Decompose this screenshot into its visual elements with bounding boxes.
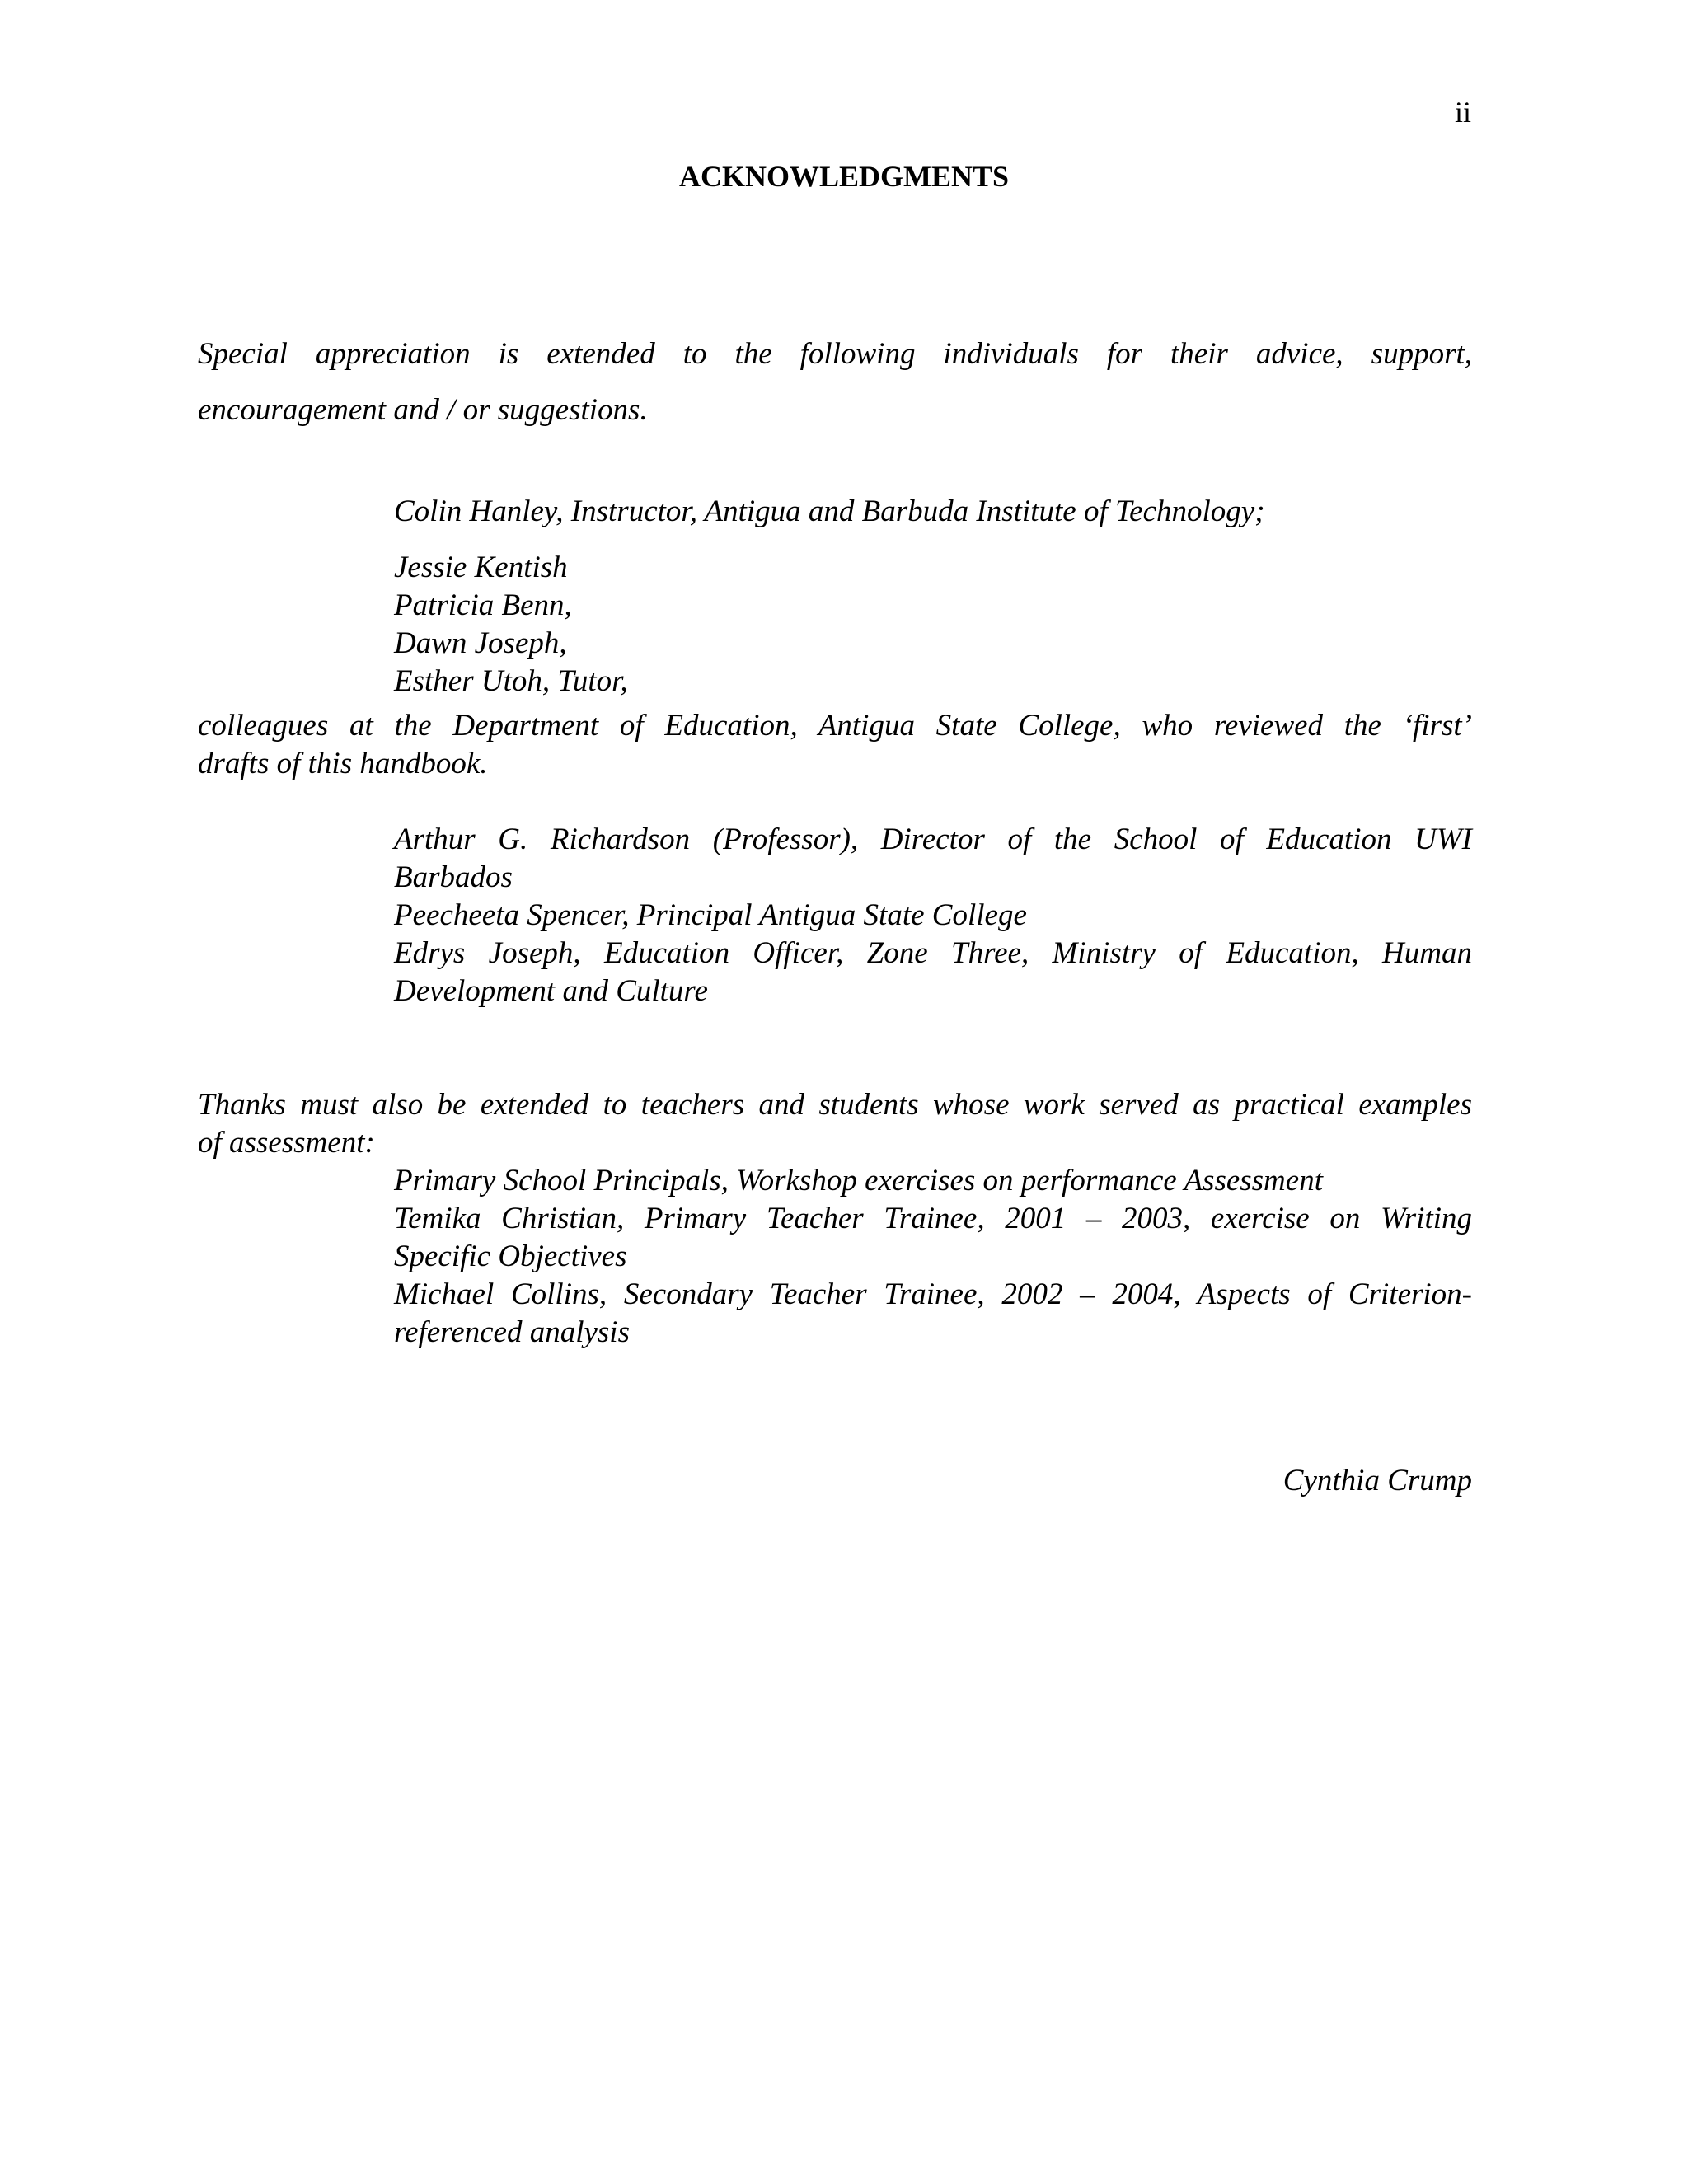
page-title: ACKNOWLEDGMENTS xyxy=(678,160,1010,193)
intro-line: Special appreciation is extended to the following individuals for their advice, support, xyxy=(198,337,1472,371)
official-line: Edrys Joseph, Education Officer, Zone Three, Ministry of Education, Human xyxy=(394,936,1472,970)
thanks-line: Thanks must also be extended to teachers and students whose work served as practical examples xyxy=(198,1088,1472,1122)
example-line: Specific Objectives xyxy=(394,1240,627,1273)
examples-list xyxy=(394,1162,1472,1352)
colleagues-line: colleagues at the Department of Education, Antigua State College, who reviewed the ‘first’ xyxy=(198,709,1472,743)
acknowledgment-line: Colin Hanley, Instructor, Antigua and Barbuda Institute of Technology; xyxy=(394,494,1265,528)
official-line: Development and Culture xyxy=(394,974,708,1008)
reviewer-name: Patricia Benn, xyxy=(394,588,572,622)
reviewers-list xyxy=(394,549,1472,701)
reviewer-name: Jessie Kentish xyxy=(394,551,568,584)
official-line: Barbados xyxy=(394,860,513,894)
example-line: referenced analysis xyxy=(394,1315,630,1349)
colleagues-line: drafts of this handbook. xyxy=(198,747,488,780)
official-line: Peecheeta Spencer, Principal Antigua State College xyxy=(394,898,1027,932)
colleagues-paragraph xyxy=(198,707,1472,783)
colin-entry xyxy=(394,493,1472,531)
thanks-paragraph xyxy=(198,1086,1472,1162)
reviewer-name: Dawn Joseph, xyxy=(394,626,567,660)
page-number: ii xyxy=(1454,96,1471,129)
officials-list xyxy=(394,821,1472,1010)
reviewer-name: Esther Utoh, Tutor, xyxy=(394,664,628,698)
intro-line: encouragement and / or suggestions. xyxy=(198,393,648,427)
thanks-line: of assessment: xyxy=(198,1126,375,1160)
example-line: Michael Collins, Secondary Teacher Trainee, 2002 – 2004, Aspects of Criterion- xyxy=(394,1277,1472,1311)
intro-paragraph xyxy=(198,326,1472,438)
signature: Cynthia Crump xyxy=(1282,1464,1472,1497)
example-line: Temika Christian, Primary Teacher Trainee, 2001 – 2003, exercise on Writing xyxy=(394,1202,1472,1235)
example-line: Primary School Principals, Workshop exercises on performance Assessment xyxy=(394,1164,1323,1197)
official-line: Arthur G. Richardson (Professor), Director of the School of Education UWI xyxy=(394,823,1472,856)
